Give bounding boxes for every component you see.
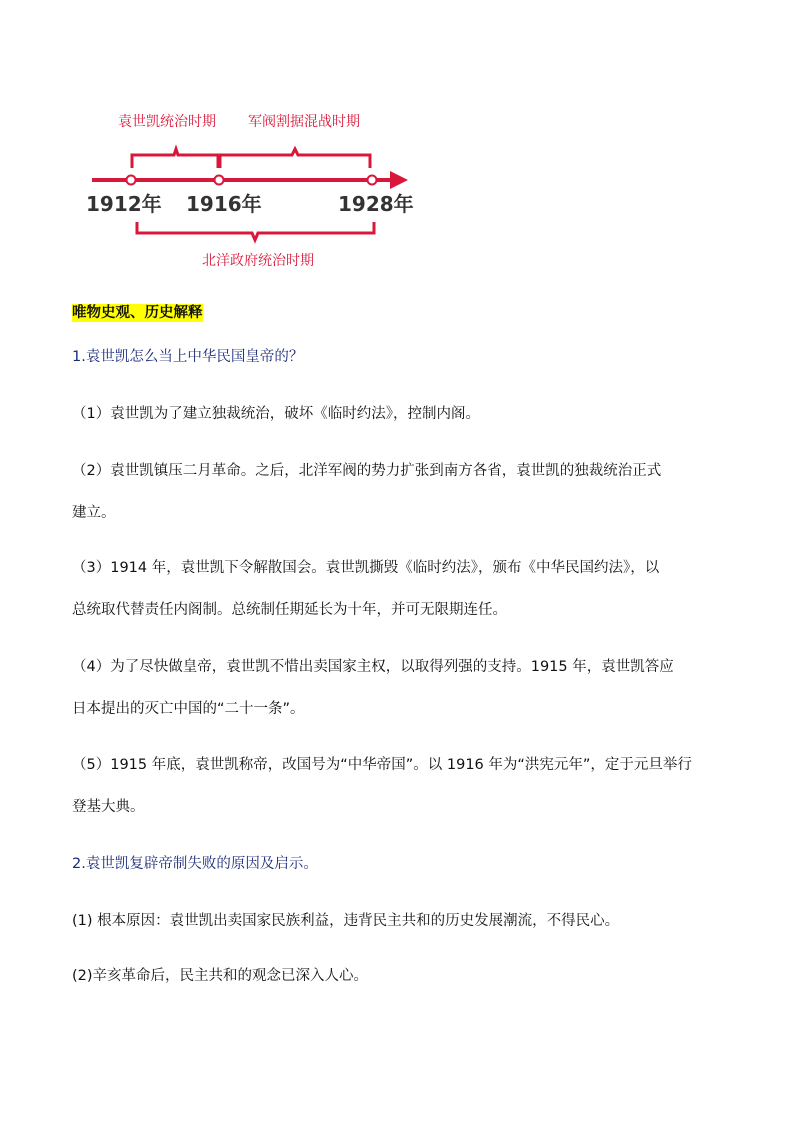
timeline-year-1912: 1912年 — [86, 192, 162, 216]
timeline-period-yuan: 袁世凯统治时期 — [118, 114, 216, 130]
timeline-marker-1928 — [368, 176, 377, 185]
q1-point-2-line1: （2）袁世凯镇压二月革命。之后，北洋军阀的势力扩张到南方各省，袁世凯的独裁统治正式 — [72, 463, 662, 479]
q1-point-4-line2: 日本提出的灭亡中国的“二十一条”。 — [72, 701, 305, 717]
timeline-brace-beiyang — [137, 222, 374, 240]
timeline-brace-warlord — [220, 149, 370, 168]
timeline-marker-1916 — [215, 176, 224, 185]
q1-point-1: （1）袁世凯为了建立独裁统治，破坏《临时约法》，控制内阁。 — [72, 406, 480, 422]
timeline-marker-1912 — [127, 176, 136, 185]
q2-point-2: (2)辛亥革命后，民主共和的观念已深入人心。 — [72, 968, 369, 984]
q1-point-4-line1: （4）为了尽快做皇帝，袁世凯不惜出卖国家主权，以取得列强的支持。1915 年，袁世凯答应 — [72, 659, 674, 675]
question-2-title: 2.袁世凯复辟帝制失败的原因及启示。 — [72, 856, 318, 872]
q1-point-2-line2: 建立。 — [72, 505, 116, 521]
timeline-year-1916: 1916年 — [186, 192, 262, 216]
section-title: 唯物史观、历史解释 — [72, 305, 203, 321]
timeline-period-warlord: 军阀割据混战时期 — [248, 114, 360, 130]
timeline-brace-yuan — [132, 149, 218, 168]
timeline-year-1928: 1928年 — [338, 192, 414, 216]
question-1-title: 1.袁世凯怎么当上中华民国皇帝的？ — [72, 349, 304, 365]
timeline-arrowhead — [390, 171, 408, 189]
timeline-diagram — [0, 0, 794, 280]
timeline-period-beiyang: 北洋政府统治时期 — [202, 253, 314, 269]
q1-point-5-line1: （5）1915 年底，袁世凯称帝，改国号为“中华帝国”。以 1916 年为“洪宪元年”，定于元旦举行 — [72, 757, 692, 773]
q1-point-3-line2: 总统取代替责任内阁制。总统制任期延长为十年，并可无限期连任。 — [72, 602, 507, 618]
q2-point-1: (1) 根本原因：袁世凯出卖国家民族利益，违背民主共和的历史发展潮流，不得民心。 — [72, 913, 620, 929]
q1-point-5-line2: 登基大典。 — [72, 799, 145, 815]
q1-point-3-line1: （3）1914 年，袁世凯下令解散国会。袁世凯撕毁《临时约法》，颁布《中华民国约法》，以 — [72, 560, 660, 576]
